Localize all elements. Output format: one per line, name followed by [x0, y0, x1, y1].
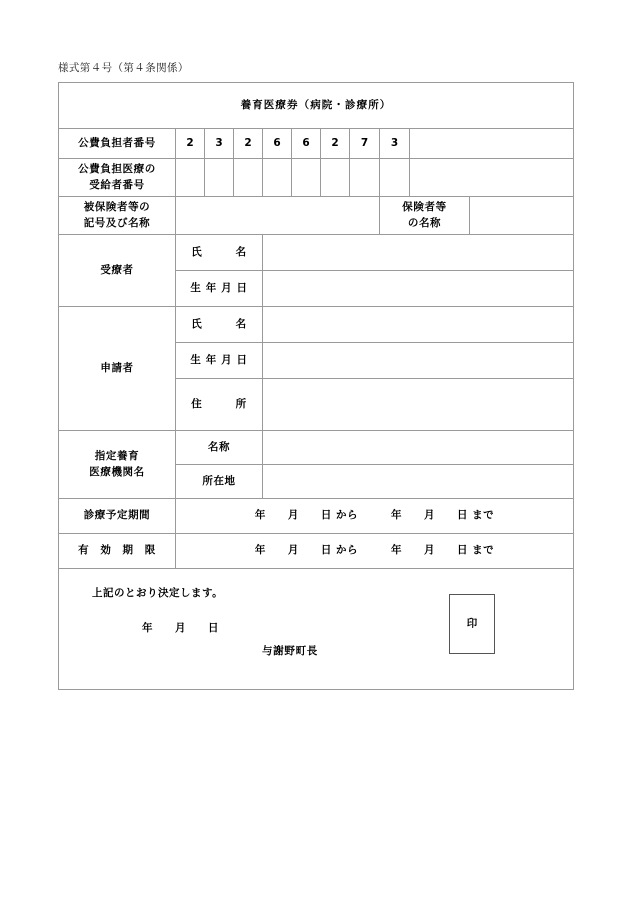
public-payer-digit-5[interactable]: 6	[292, 129, 321, 159]
seal-box[interactable]	[449, 594, 495, 654]
applicant-name-label: 氏 名	[176, 307, 263, 343]
insured-label	[59, 197, 176, 235]
insurer-name-value[interactable]	[470, 197, 574, 235]
public-payer-number-label: 公費負担者番号	[59, 129, 176, 159]
institution-label-line2: 医療機関名	[89, 465, 145, 478]
treatment-period-value[interactable]: 年 月 日 から 年 月 日 まで	[176, 499, 574, 534]
patient-section-label: 受療者	[59, 235, 176, 307]
recipient-digit-3[interactable]	[234, 159, 263, 197]
institution-location-label: 所在地	[176, 465, 263, 499]
patient-birth-label: 生 年 月 日	[176, 271, 263, 307]
patient-birth-value[interactable]	[263, 271, 574, 307]
patient-name-value[interactable]	[263, 235, 574, 271]
applicant-name-row	[59, 307, 574, 343]
applicant-section-label: 申請者	[59, 307, 176, 431]
institution-name-label: 名称	[176, 431, 263, 465]
recipient-digit-8[interactable]	[380, 159, 410, 197]
insurer-name-label-line2: の名称	[407, 216, 442, 229]
valid-period-row	[59, 534, 574, 569]
patient-name-row	[59, 235, 574, 271]
insured-label-line1: 被保険者等の	[83, 201, 151, 214]
institution-label-line1: 指定養育	[94, 450, 140, 463]
insured-row	[59, 197, 574, 235]
decision-row	[59, 569, 574, 690]
issuer-name: 与謝野町長	[262, 645, 318, 657]
recipient-digit-6[interactable]	[321, 159, 350, 197]
document-title: 養育医療券（病院・診療所）	[59, 83, 574, 129]
applicant-birth-label: 生 年 月 日	[176, 343, 263, 379]
public-payer-digit-4[interactable]: 6	[263, 129, 292, 159]
recipient-digit-5[interactable]	[292, 159, 321, 197]
valid-period-value[interactable]: 年 月 日 から 年 月 日 まで	[176, 534, 574, 569]
decision-inner	[59, 569, 573, 689]
public-payer-digit-8[interactable]: 3	[380, 129, 410, 159]
patient-name-label: 氏 名	[176, 235, 263, 271]
applicant-address-value[interactable]	[263, 379, 574, 431]
recipient-digit-7[interactable]	[350, 159, 380, 197]
decision-block	[59, 569, 574, 690]
institution-name-row	[59, 431, 574, 465]
public-payer-digit-3[interactable]: 2	[234, 129, 263, 159]
public-payer-digit-7[interactable]: 7	[350, 129, 380, 159]
institution-section-label	[59, 431, 176, 499]
decision-statement: 上記のとおり決定します。	[92, 587, 224, 599]
treatment-period-label: 診療予定期間	[59, 499, 176, 534]
recipient-number-blank	[410, 159, 574, 197]
decision-date-field[interactable]: 年 月 日	[142, 622, 219, 634]
recipient-digit-1[interactable]	[176, 159, 205, 197]
recipient-digit-4[interactable]	[263, 159, 292, 197]
applicant-name-value[interactable]	[263, 307, 574, 343]
form-number-label: 様式第４号（第４条関係）	[58, 62, 189, 74]
insured-label-line2: 記号及び名称	[83, 216, 151, 229]
insurer-name-label	[380, 197, 470, 235]
applicant-birth-value[interactable]	[263, 343, 574, 379]
medical-voucher-table	[58, 82, 574, 690]
insured-value[interactable]	[176, 197, 380, 235]
recipient-number-label-line1: 公費負担医療の	[78, 163, 156, 176]
insurer-name-label-line1: 保険者等	[402, 201, 447, 214]
institution-name-value[interactable]	[263, 431, 574, 465]
title-row	[59, 83, 574, 129]
public-payer-digit-2[interactable]: 3	[205, 129, 234, 159]
seal-label: 印	[466, 617, 478, 630]
valid-period-label: 有 効 期 限	[59, 534, 176, 569]
public-payer-digit-6[interactable]: 2	[321, 129, 350, 159]
recipient-number-label-line2: 受給者番号	[89, 178, 145, 191]
public-payer-number-row	[59, 129, 574, 159]
recipient-number-row	[59, 159, 574, 197]
recipient-digit-2[interactable]	[205, 159, 234, 197]
public-payer-number-blank	[410, 129, 574, 159]
public-payer-digit-1[interactable]: 2	[176, 129, 205, 159]
institution-location-value[interactable]	[263, 465, 574, 499]
applicant-address-label: 住 所	[176, 379, 263, 431]
treatment-period-row	[59, 499, 574, 534]
recipient-number-label	[59, 159, 176, 197]
